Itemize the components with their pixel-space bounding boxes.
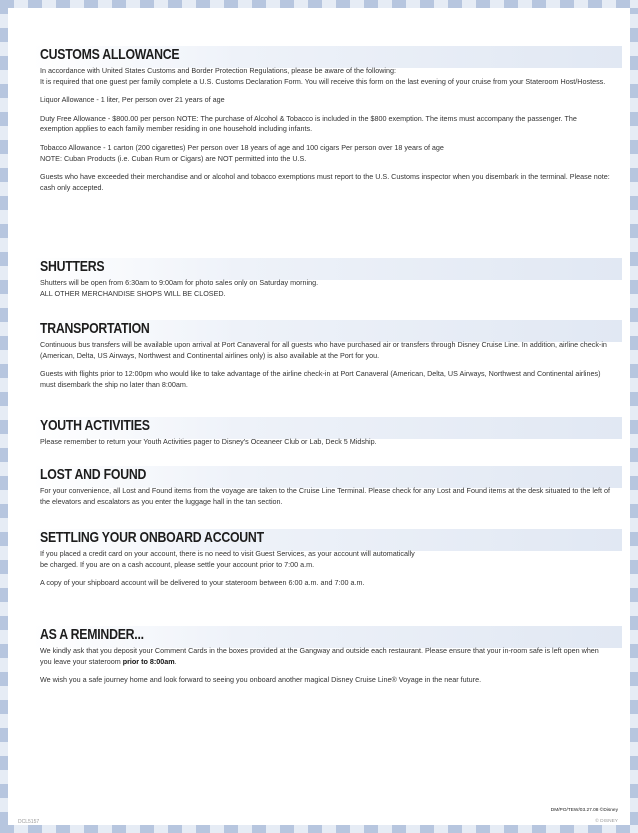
shutters-hours: Shutters will be open from 6:30am to 9:00am for photo sales only on Saturday morning. <box>40 278 319 287</box>
lost-found-text: For your convenience, all Lost and Found items from the voyage are taken to the Cruise Line Terminal. Please check for any Lost and Found items at the desk situated to the left of the elevators and escalators as you enter the luggage hall in the tan section. <box>40 486 610 506</box>
bottom-border <box>0 825 638 833</box>
transportation-heading: TRANSPORTATION <box>40 320 150 337</box>
duty-free-allowance: Duty Free Allowance - $800.00 per person NOTE: The purchase of Alcohol & Tobacco is included in the $800 exemption. The items must accompany the passenger. The exemption applies to each family member residing in one household including infants. <box>40 113 577 134</box>
customs-form-text: It is required that one guest per family complete a U.S. Customs Declaration Form. You will receive this form on the last evening of your cruise from your Stateroom Host/Hostess. <box>40 76 606 86</box>
youth-section <box>32 417 622 448</box>
document-code: DM/PO/TEW/03.27.08 ©Disney <box>550 808 618 813</box>
lost-found-section <box>32 466 622 507</box>
reminder-section <box>32 626 622 686</box>
shops-closed: ALL OTHER MERCHANDISE SHOPS WILL BE CLOSED. <box>40 288 226 298</box>
youth-heading: YOUTH ACTIVITIES <box>40 417 150 434</box>
document-page <box>16 14 622 819</box>
shutters-heading: SHUTTERS <box>40 258 105 275</box>
top-border <box>0 0 638 8</box>
tobacco-allowance: Tobacco Allowance - 1 carton (200 cigarettes) Per person over 18 years of age and 100 cigars Per person over 18 years of age <box>40 142 444 152</box>
cuban-note: NOTE: Cuban Products (i.e. Cuban Rum or Cigars) are NOT permitted into the U.S. <box>40 153 307 163</box>
exemption-note: Guests who have exceeded their merchandise and or alcohol and tobacco exemptions must report to the U.S. Customs inspector when you disembark in the terminal. Please note: cash only accepted. <box>40 172 610 192</box>
reminder-heading: AS A REMINDER... <box>40 626 144 643</box>
left-border <box>0 0 8 833</box>
comment-cards: We kindly ask that you deposit your Comment Cards in the boxes provided at the Gangway and outside each restaurant. Please ensure that your in-room safe is left open when you leave your stateroom prior to 8:00am. <box>40 646 599 666</box>
right-border <box>630 0 638 833</box>
customs-section <box>32 46 622 193</box>
copyright: © DISNEY <box>595 819 618 824</box>
settling-credit: If you placed a credit card on your account, there is no need to visit Guest Services, as your account will automatically <box>40 549 415 558</box>
settling-heading: SETTLING YOUR ONBOARD ACCOUNT <box>40 529 264 546</box>
transportation-section <box>32 320 622 390</box>
lost-found-heading: LOST AND FOUND <box>40 466 147 483</box>
bus-transfers: Continuous bus transfers will be available upon arrival at Port Canaveral for all guests who have purchased air or transfers through Disney Cruise Line. In addition, airline check-in (American, Delta, US Airways, Northwest and Continental airlines only) is also available at the Port for you. <box>40 340 607 360</box>
youth-pager: Please remember to return your Youth Activities pager to Disney's Oceaneer Club or Lab, Deck 5 Midship. <box>40 437 377 446</box>
shutters-section <box>32 258 622 299</box>
flight-checkin: Guests with flights prior to 12:00pm who would like to take advantage of the airline check-in at Port Canaveral (American, Delta, US Airways, Northwest and Continental airlines) must disembark the ship no later than 8:00am. <box>40 369 601 389</box>
settling-section <box>32 529 622 589</box>
safe-deadline: prior to 8:00am <box>122 656 175 666</box>
customs-intro: In accordance with United States Customs and Border Protection Regulations, please be aware of the following: <box>40 66 396 75</box>
account-copy: A copy of your shipboard account will be delivered to your stateroom between 6:00 a.m. and 7:00 a.m. <box>40 578 365 588</box>
settling-cash: be charged. If you are on a cash account, please settle your account prior to 7:00 a.m. <box>40 559 315 569</box>
form-code: DCL5157 <box>18 819 40 825</box>
customs-heading: CUSTOMS ALLOWANCE <box>40 46 180 63</box>
liquor-allowance: Liquor Allowance - 1 liter, Per person over 21 years of age <box>40 95 225 105</box>
farewell-text: We wish you a safe journey home and look forward to seeing you onboard another magical Disney Cruise Line® Voyage in the near future. <box>40 675 482 685</box>
